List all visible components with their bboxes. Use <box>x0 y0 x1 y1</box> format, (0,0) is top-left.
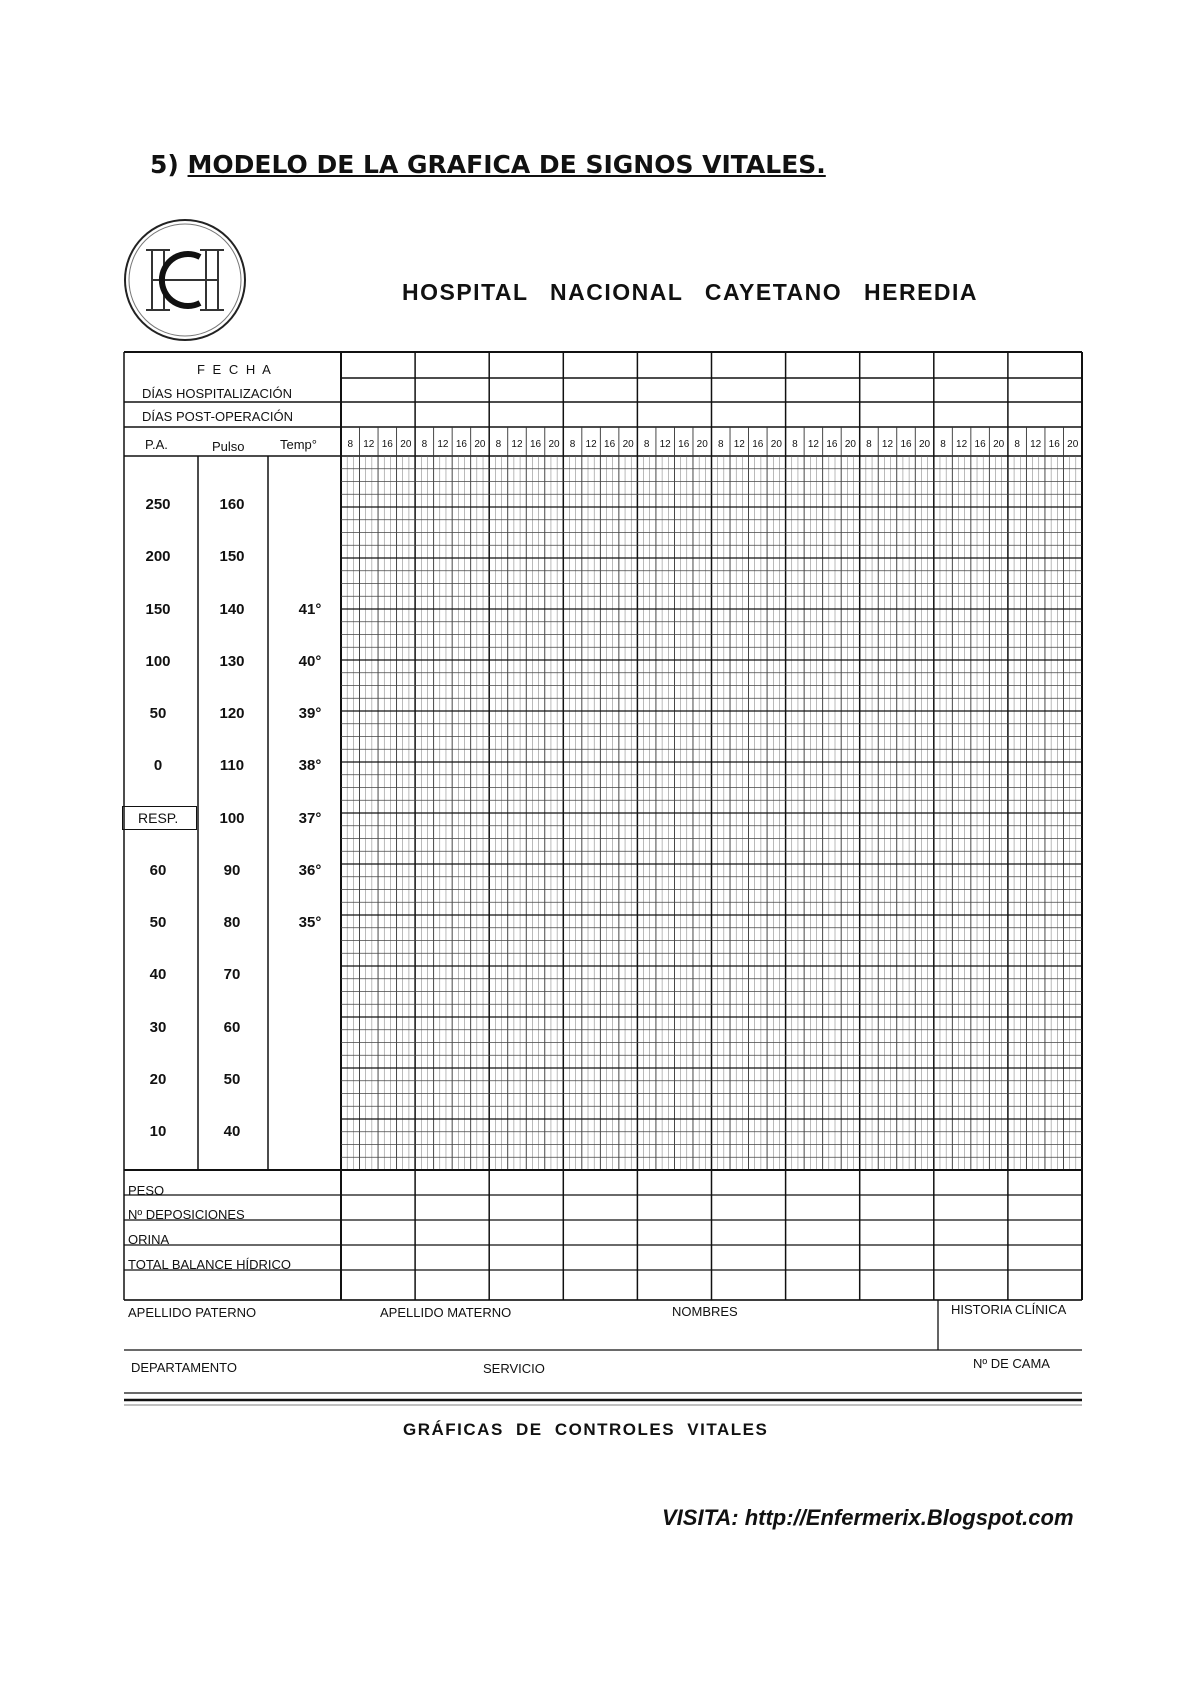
scale-pulso-label: 110 <box>219 757 245 775</box>
scale-pulso-label: 120 <box>219 705 245 722</box>
time-slot-label: 12 <box>511 439 523 450</box>
time-slot-label: 8 <box>643 439 650 450</box>
scale-pulso-label: 150 <box>219 548 245 566</box>
orina-label: ORINA <box>128 1232 170 1247</box>
departamento-label: DEPARTAMENTO <box>131 1360 237 1375</box>
scale-pa-label: 10 <box>149 1123 167 1140</box>
time-slot-label: 12 <box>956 439 968 450</box>
scale-pulso-label: 90 <box>223 861 241 879</box>
scale-temp-label: 40° <box>298 652 322 670</box>
time-slot-label: 8 <box>940 439 946 450</box>
time-slot-label: 12 <box>585 439 597 450</box>
pa-header: P.A. <box>145 437 168 452</box>
title-number: 5) <box>150 150 179 179</box>
deposiciones-label: Nº DEPOSICIONES <box>128 1207 245 1222</box>
fecha-label: F E C H A <box>197 362 273 377</box>
time-slot-label: 16 <box>455 439 467 450</box>
time-slot-label: 16 <box>381 439 393 450</box>
time-slot-label: 8 <box>792 439 798 450</box>
dias-hospitalizacion-label: DÍAS HOSPITALIZACIÓN <box>142 386 293 401</box>
title-text: MODELO DE LA GRAFICA DE SIGNOS VITALES. <box>187 150 826 179</box>
scale-pa-label: 20 <box>149 1070 167 1088</box>
time-slot-label: 20 <box>1067 439 1079 450</box>
scale-pa-label: 50 <box>149 705 167 722</box>
apellido-paterno-label: APELLIDO PATERNO <box>128 1305 257 1320</box>
resp-box <box>122 806 197 830</box>
scale-pulso-label: 160 <box>219 496 245 513</box>
time-slot-label: 20 <box>993 439 1005 450</box>
time-slot-label: 20 <box>844 439 856 450</box>
pulso-header: Pulso <box>212 439 245 454</box>
apellido-materno-label: APELLIDO MATERNO <box>380 1305 512 1320</box>
scale-pulso-label: 50 <box>223 1070 241 1088</box>
scale-temp-label: 38° <box>298 757 322 775</box>
time-slot-label: 12 <box>807 439 819 450</box>
time-slot-label: 16 <box>974 439 986 450</box>
time-slot-label: 12 <box>437 439 449 450</box>
historia-clinica-label: HISTORIA CLÍNICA <box>951 1302 1067 1317</box>
scale-pa-label: 250 <box>145 496 171 513</box>
time-slot-label: 12 <box>881 439 894 450</box>
time-slot-label: 16 <box>678 439 690 450</box>
time-slot-label: 8 <box>347 439 354 450</box>
scale-temp-label: 41° <box>298 600 322 618</box>
nombres-label: NOMBRES <box>672 1304 738 1319</box>
time-slot-label: 16 <box>604 439 616 450</box>
time-slot-label: 16 <box>1048 439 1060 450</box>
scale-temp-label: 36° <box>298 861 322 879</box>
scale-pulso-label: 70 <box>223 966 241 984</box>
scale-pa-label: 30 <box>149 1018 167 1036</box>
temp-header: Temp° <box>280 437 317 452</box>
scale-pa-label: RESP. <box>138 809 179 826</box>
time-slot-label: 20 <box>696 439 708 450</box>
time-slot-label: 20 <box>622 439 634 450</box>
scale-temp-label: 39° <box>298 705 322 722</box>
dias-post-operacion-label: DÍAS POST-OPERACIÓN <box>142 409 293 424</box>
time-slot-label: 8 <box>495 439 502 450</box>
peso-label: PESO <box>128 1183 165 1198</box>
time-slot-label: 12 <box>1030 439 1042 450</box>
numero-cama-label: Nº DE CAMA <box>973 1356 1050 1371</box>
time-slot-label: 20 <box>548 439 560 450</box>
balance-label: TOTAL BALANCE HÍDRICO <box>128 1257 292 1272</box>
scale-pa-label: 150 <box>145 600 171 618</box>
servicio-label: SERVICIO <box>483 1361 545 1376</box>
time-slot-label: 16 <box>529 439 542 450</box>
scale-pulso-label: 140 <box>219 600 245 618</box>
time-slot-label: 16 <box>900 439 912 450</box>
time-slot-label: 16 <box>826 439 838 450</box>
time-slot-label: 20 <box>770 439 782 450</box>
visit-link[interactable]: VISITA: http://Enfermerix.Blogspot.com <box>662 1505 1074 1530</box>
scale-temp-label: 37° <box>298 809 322 827</box>
time-slot-label: 20 <box>474 439 486 450</box>
time-slot-label: 8 <box>717 439 724 450</box>
scale-pulso-label: 100 <box>219 809 245 827</box>
hospital-name: HOSPITAL NACIONAL CAYETANO HEREDIA <box>402 279 979 305</box>
scale-pa-label: 0 <box>153 757 163 775</box>
time-slot-label: 16 <box>752 439 764 450</box>
scale-pa-label: 100 <box>145 652 171 670</box>
time-slot-label: 8 <box>1014 439 1020 450</box>
scale-pulso-label: 40 <box>223 1123 241 1140</box>
time-slot-label: 12 <box>659 439 671 450</box>
scale-pulso-label: 130 <box>219 652 245 670</box>
time-slot-label: 8 <box>421 439 428 450</box>
time-slot-label: 12 <box>363 439 375 450</box>
scale-pulso-label: 60 <box>223 1018 241 1036</box>
scale-pa-label: 50 <box>149 914 167 931</box>
footer-caption: GRÁFICAS DE CONTROLES VITALES <box>403 1420 769 1439</box>
scale-temp-label: 35° <box>298 914 322 931</box>
scale-pa-label: 200 <box>145 548 171 566</box>
scale-pa-label: 40 <box>149 966 167 984</box>
time-slot-label: 12 <box>733 439 745 450</box>
scale-pa-label: 60 <box>149 861 167 879</box>
time-slot-label: 8 <box>569 439 576 450</box>
time-slot-label: 20 <box>918 439 931 450</box>
time-slot-label: 20 <box>400 439 412 450</box>
time-slot-label: 8 <box>866 439 872 450</box>
scale-pulso-label: 80 <box>223 914 241 931</box>
